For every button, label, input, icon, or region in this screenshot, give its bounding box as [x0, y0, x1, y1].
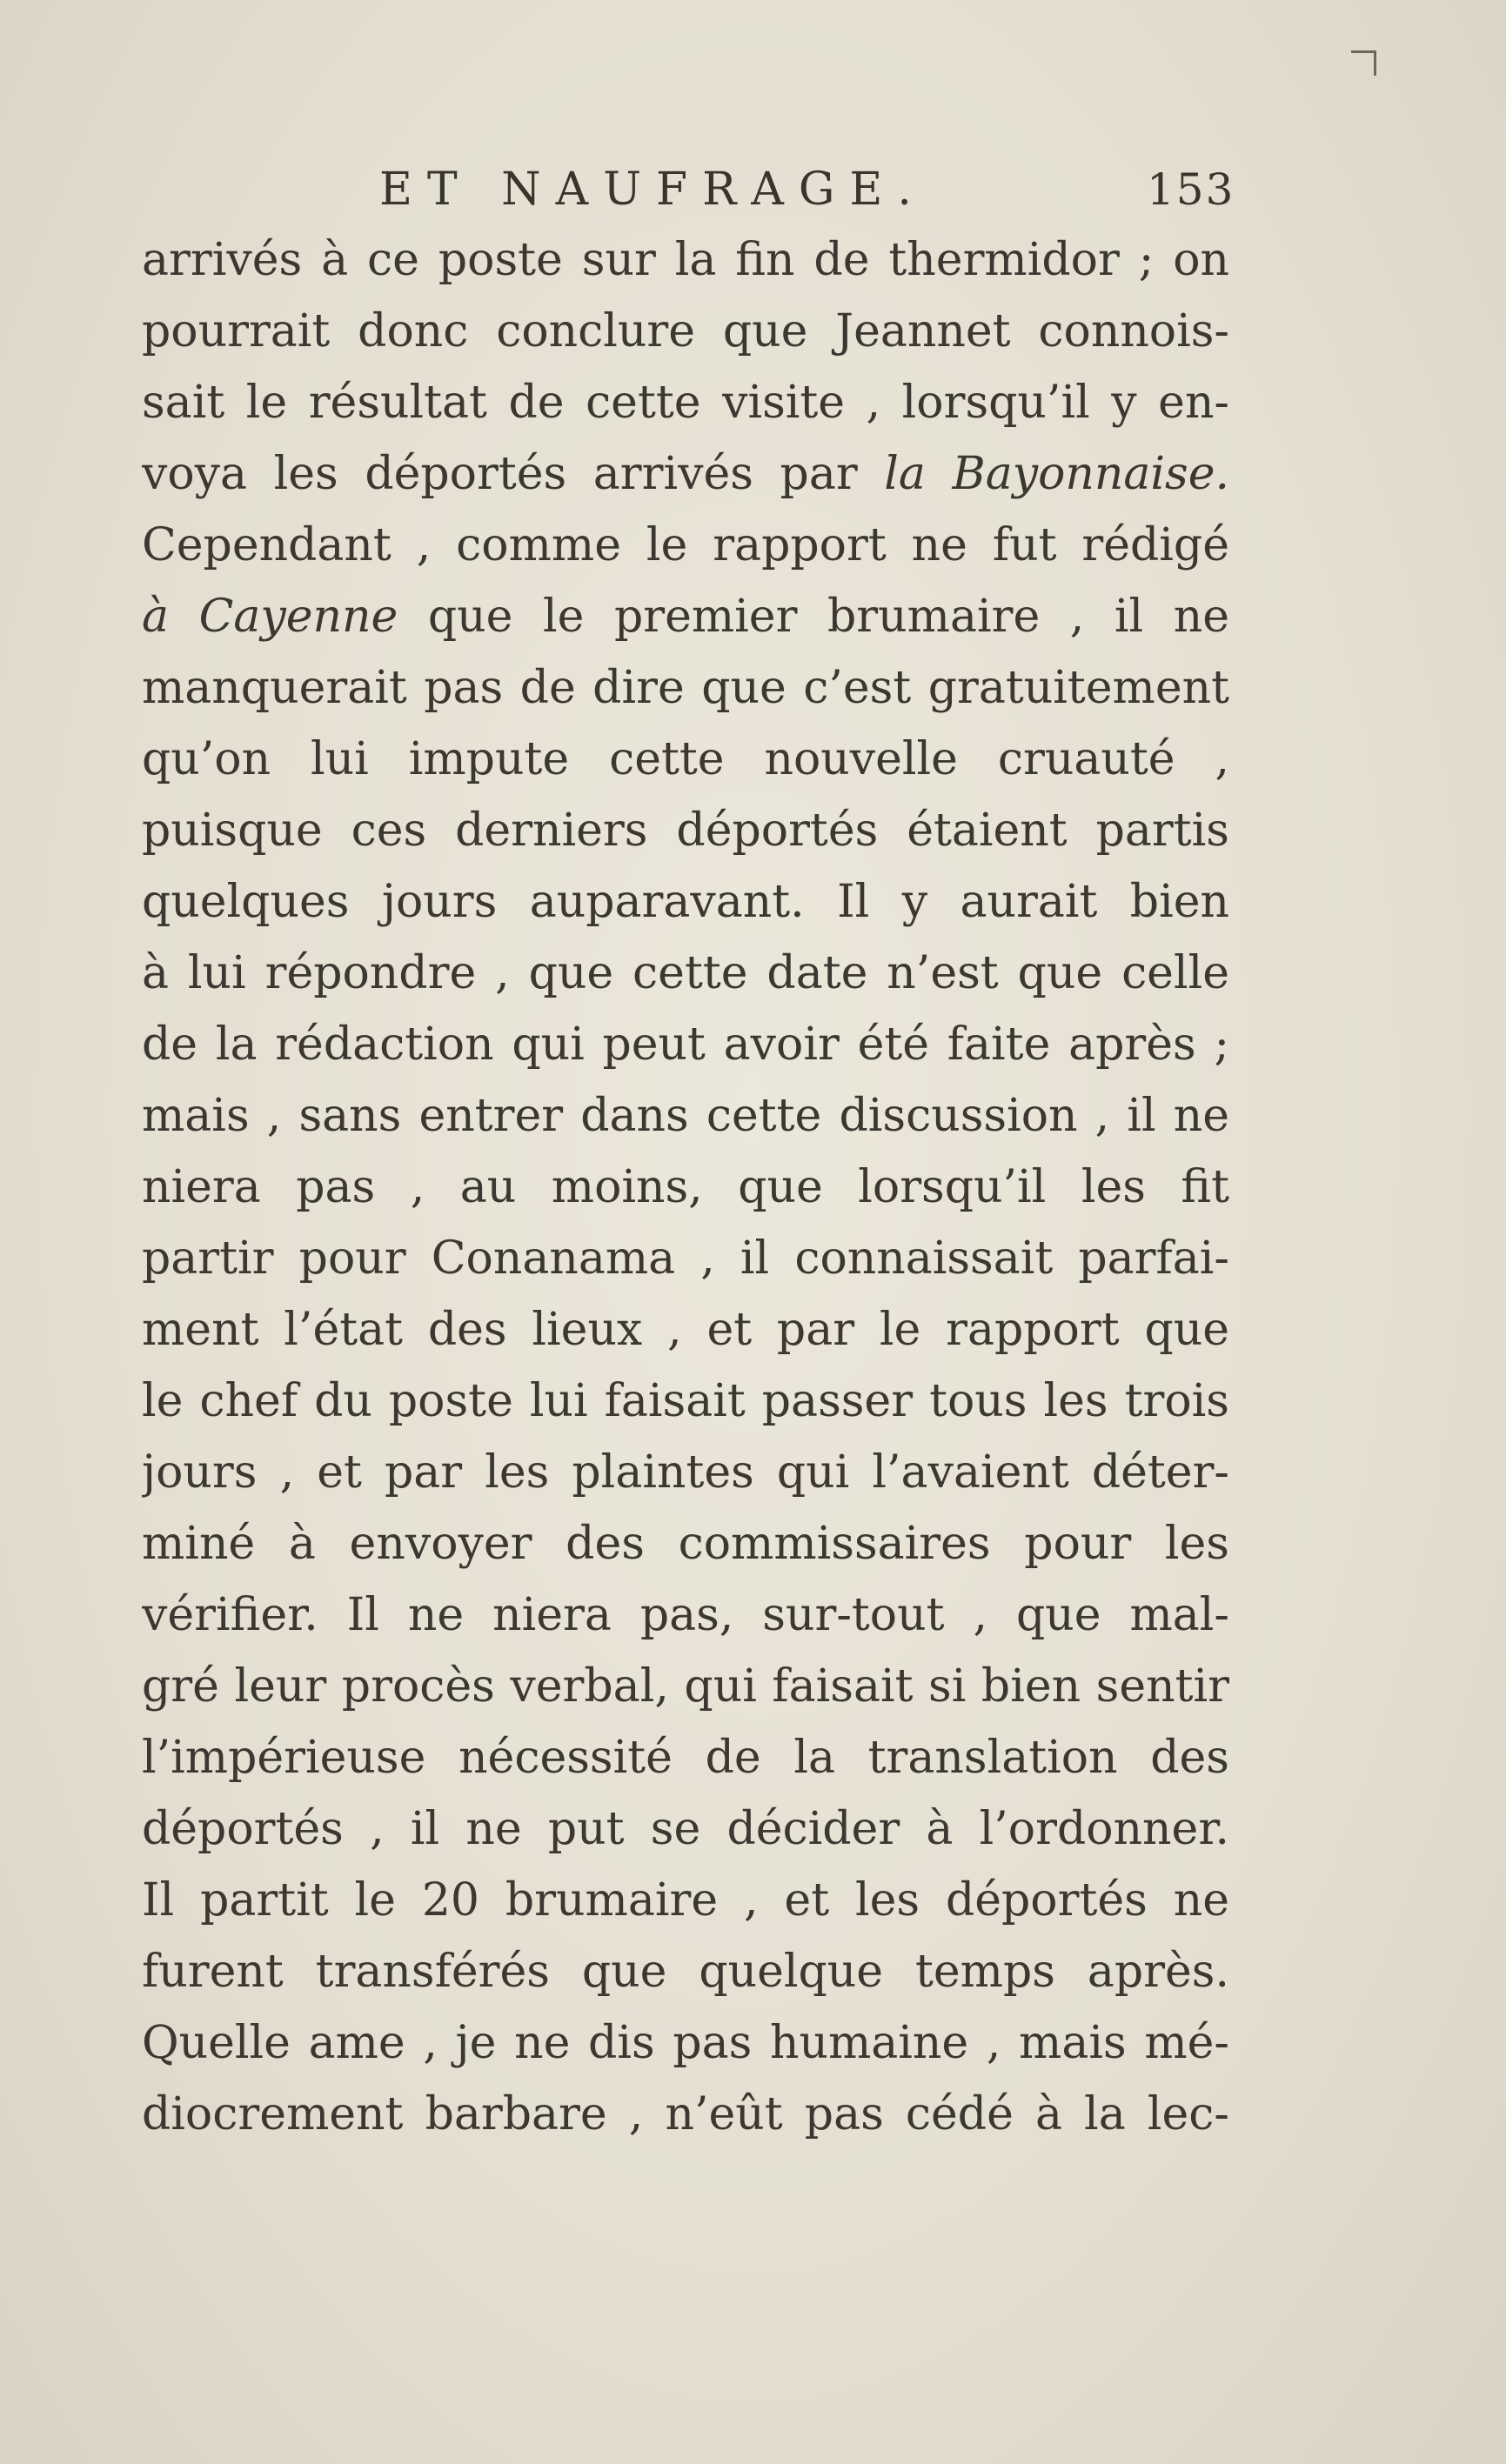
text-segment: que le premier brumaire , il ne — [398, 591, 1229, 643]
text-line: quelques jours auparavant. Il y aurait bien — [142, 876, 1229, 928]
page-header — [0, 155, 1506, 224]
text-line — [142, 581, 1229, 652]
text-line: déportés , il ne put se décider à l’ordonner. — [142, 1803, 1229, 1855]
page-number: 153 — [1147, 164, 1235, 215]
text-line — [142, 438, 1229, 510]
text-line: vérifier. Il ne niera pas, sur-tout , que mal- — [142, 1589, 1229, 1641]
text-line: ment l’état des lieux , et par le rapport que — [142, 1304, 1229, 1356]
text-line: mais , sans entrer dans cette discussion , il ne — [142, 1090, 1229, 1142]
text-line: sait le résultat de cette visite , lorsqu’il y en- — [142, 377, 1229, 429]
text-line: de la rédaction qui peut avoir été faite après ; — [142, 1018, 1229, 1071]
text-line: à lui répondre , que cette date n’est que celle — [142, 947, 1229, 999]
text-line: l’impérieuse nécessité de la translation des — [142, 1732, 1229, 1784]
text-line: gré leur procès verbal, qui faisait si bien sentir — [142, 1660, 1229, 1713]
text-line: jours , et par les plaintes qui l’avaient déter- — [142, 1446, 1229, 1499]
text-line: Il partit le 20 brumaire , et les déportés ne — [142, 1874, 1229, 1926]
text-line: manquerait pas de dire que c’est gratuitement — [142, 662, 1229, 714]
text-line: diocrement barbare , n’eût pas cédé à la lec- — [142, 2088, 1229, 2140]
text-line: Quelle ame , je ne dis pas humaine , mais mé- — [142, 2017, 1229, 2069]
text-segment: voya les déportés arrivés par — [142, 448, 885, 500]
text-line: le chef du poste lui faisait passer tous les trois — [142, 1375, 1229, 1427]
text-line: pourrait donc conclure que Jeannet connois- — [142, 305, 1229, 357]
text-line: partir pour Conanama , il connaissait parfai- — [142, 1232, 1229, 1285]
text-line: qu’on lui impute cette nouvelle cruauté , — [142, 733, 1229, 785]
italic-place-name: à Cayenne — [142, 591, 398, 643]
corner-mark — [1351, 50, 1376, 76]
running-title: ET NAUFRAGE. — [379, 164, 927, 216]
text-line: Cependant , comme le rapport ne fut rédigé — [142, 519, 1229, 571]
text-line: arrivés à ce poste sur la fin de thermidor ; on — [142, 234, 1229, 286]
italic-ship-name: la Bayonnaise. — [884, 448, 1229, 500]
text-line: miné à envoyer des commissaires pour les — [142, 1518, 1229, 1570]
text-line: puisque ces derniers déportés étaient partis — [142, 805, 1229, 857]
text-line: niera pas , au moins, que lorsqu’il les fit — [142, 1161, 1229, 1213]
body-text — [142, 224, 1229, 2150]
text-line: furent transférés que quelque temps après. — [142, 1946, 1229, 1998]
